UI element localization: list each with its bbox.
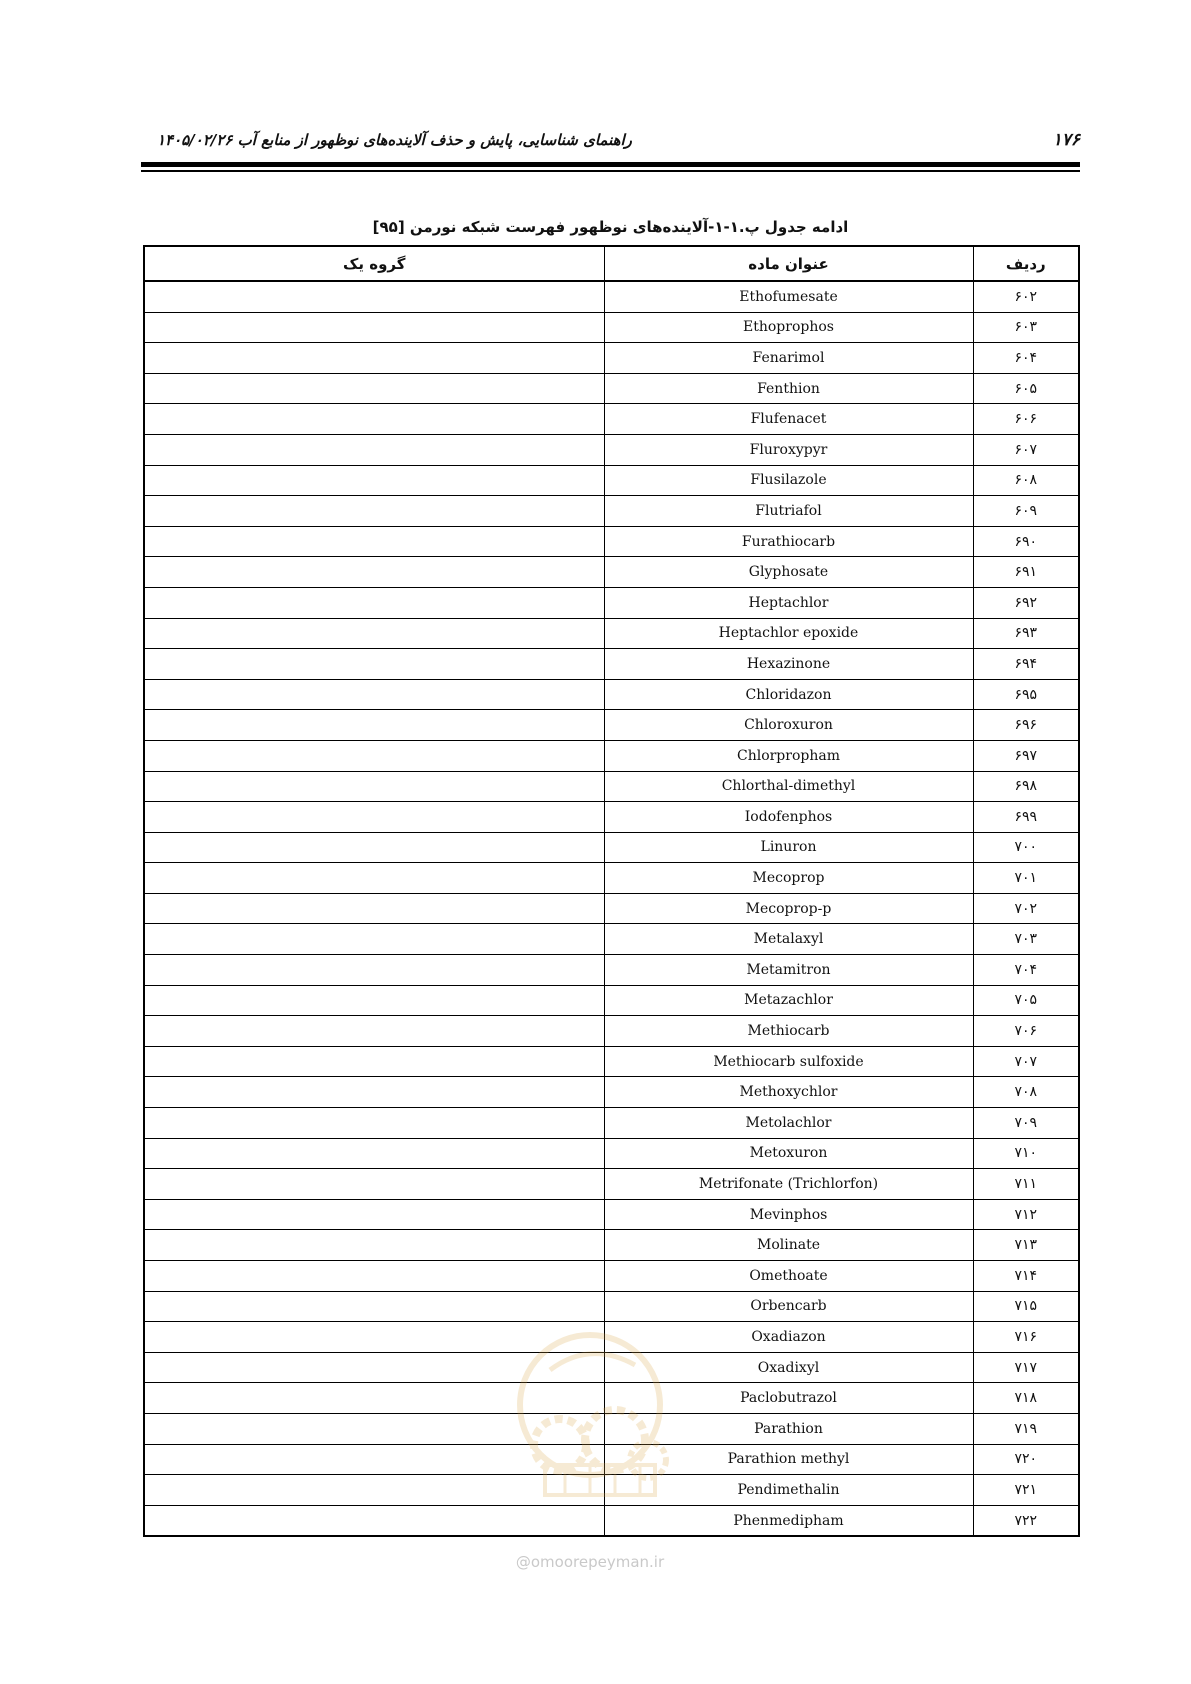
substance-name-cell: Metrifonate (Trichlorfon) — [604, 1169, 973, 1200]
header-rule-thin — [141, 170, 1080, 172]
table-row — [144, 343, 1079, 374]
table-row — [144, 1016, 1079, 1047]
row-number-cell: ۷۱۹ — [973, 1413, 1079, 1444]
substance-name-cell: Chloroxuron — [604, 710, 973, 741]
substance-name-cell: Flusilazole — [604, 465, 973, 496]
group-one-cell — [144, 312, 604, 343]
substance-name-cell: Mecoprop — [604, 863, 973, 894]
table-row — [144, 955, 1079, 986]
group-one-cell — [144, 1199, 604, 1230]
row-number-cell: ۷۲۰ — [973, 1444, 1079, 1475]
group-one-cell — [144, 832, 604, 863]
table-row — [144, 1077, 1079, 1108]
group-one-cell — [144, 1108, 604, 1139]
substance-name-cell: Metoxuron — [604, 1138, 973, 1169]
row-number-cell: ۶۹۳ — [973, 618, 1079, 649]
group-one-cell — [144, 281, 604, 312]
row-number-cell: ۷۱۷ — [973, 1352, 1079, 1383]
substance-name-cell: Mecoprop-p — [604, 893, 973, 924]
row-number-cell: ۷۱۲ — [973, 1199, 1079, 1230]
substance-name-cell: Furathiocarb — [604, 526, 973, 557]
row-number-cell: ۶۰۲ — [973, 281, 1079, 312]
row-number-cell: ۶۰۹ — [973, 496, 1079, 527]
group-one-cell — [144, 1505, 604, 1536]
group-one-cell — [144, 557, 604, 588]
substance-name-cell: Heptachlor — [604, 587, 973, 618]
group-one-cell — [144, 1016, 604, 1047]
row-number-cell: ۷۱۱ — [973, 1169, 1079, 1200]
group-one-cell — [144, 1291, 604, 1322]
row-number-cell: ۷۰۰ — [973, 832, 1079, 863]
table-header-row — [144, 246, 1079, 281]
row-number-cell: ۷۰۷ — [973, 1046, 1079, 1077]
table-row — [144, 985, 1079, 1016]
row-number-cell: ۶۹۱ — [973, 557, 1079, 588]
row-number-cell: ۷۰۳ — [973, 924, 1079, 955]
table-row — [144, 679, 1079, 710]
row-number-cell: ۶۰۷ — [973, 434, 1079, 465]
row-number-cell: ۶۰۶ — [973, 404, 1079, 435]
substance-name-cell: Methiocarb sulfoxide — [604, 1046, 973, 1077]
table-row — [144, 771, 1079, 802]
substance-name-cell: Glyphosate — [604, 557, 973, 588]
table-row — [144, 526, 1079, 557]
group-one-cell — [144, 1169, 604, 1200]
substance-name-cell: Hexazinone — [604, 649, 973, 680]
group-one-cell — [144, 587, 604, 618]
running-title-date: ۱۴۰۵/۰۲/۲۶ — [157, 131, 233, 149]
table-row — [144, 373, 1079, 404]
row-number-cell: ۶۰۳ — [973, 312, 1079, 343]
substance-name-cell: Iodofenphos — [604, 802, 973, 833]
table-row — [144, 465, 1079, 496]
substance-name-cell: Fenarimol — [604, 343, 973, 374]
group-one-cell — [144, 710, 604, 741]
table-row — [144, 618, 1079, 649]
table-row — [144, 1291, 1079, 1322]
substance-name-cell: Phenmedipham — [604, 1505, 973, 1536]
publisher-seal-watermark — [490, 1325, 690, 1505]
table-row — [144, 893, 1079, 924]
substance-name-cell: Heptachlor epoxide — [604, 618, 973, 649]
row-number-cell: ۷۱۰ — [973, 1138, 1079, 1169]
substance-name-cell: Chloridazon — [604, 679, 973, 710]
substance-name-cell: Methoxychlor — [604, 1077, 973, 1108]
group-one-cell — [144, 1230, 604, 1261]
table-row — [144, 434, 1079, 465]
row-number-cell: ۷۲۱ — [973, 1475, 1079, 1506]
substance-name-cell: Molinate — [604, 1230, 973, 1261]
row-number-cell: ۷۰۸ — [973, 1077, 1079, 1108]
group-one-cell — [144, 1138, 604, 1169]
substance-name-cell: Mevinphos — [604, 1199, 973, 1230]
row-number-cell: ۷۰۹ — [973, 1108, 1079, 1139]
row-number-cell: ۶۹۵ — [973, 679, 1079, 710]
table-row — [144, 557, 1079, 588]
row-number-cell: ۷۱۵ — [973, 1291, 1079, 1322]
group-one-cell — [144, 373, 604, 404]
row-number-cell: ۶۹۰ — [973, 526, 1079, 557]
substance-name-cell: Parathion — [604, 1413, 973, 1444]
substance-name-cell: Metazachlor — [604, 985, 973, 1016]
row-number-cell: ۷۰۲ — [973, 893, 1079, 924]
group-one-cell — [144, 465, 604, 496]
table-row — [144, 1199, 1079, 1230]
substance-name-cell: Chlorpropham — [604, 740, 973, 771]
table-row — [144, 802, 1079, 833]
page-number: ۱۷۶ — [1052, 130, 1080, 150]
substance-name-cell: Linuron — [604, 832, 973, 863]
table-row — [144, 1108, 1079, 1139]
row-number-cell: ۶۹۸ — [973, 771, 1079, 802]
group-one-cell — [144, 985, 604, 1016]
header-rule-thick — [141, 162, 1080, 167]
table-row — [144, 312, 1079, 343]
row-number-cell: ۷۰۱ — [973, 863, 1079, 894]
row-number-cell: ۶۰۸ — [973, 465, 1079, 496]
column-header-substance-name: عنوان ماده — [604, 246, 973, 281]
group-one-cell — [144, 649, 604, 680]
group-one-cell — [144, 404, 604, 435]
row-number-cell: ۷۱۶ — [973, 1322, 1079, 1353]
column-header-row-number: ردیف — [973, 246, 1079, 281]
group-one-cell — [144, 924, 604, 955]
substance-name-cell: Omethoate — [604, 1261, 973, 1292]
table-row — [144, 710, 1079, 741]
substance-name-cell: Metolachlor — [604, 1108, 973, 1139]
table-row — [144, 863, 1079, 894]
group-one-cell — [144, 740, 604, 771]
group-one-cell — [144, 863, 604, 894]
row-number-cell: ۷۱۳ — [973, 1230, 1079, 1261]
table-row — [144, 1138, 1079, 1169]
row-number-cell: ۷۰۵ — [973, 985, 1079, 1016]
substance-name-cell: Chlorthal-dimethyl — [604, 771, 973, 802]
table-row — [144, 1505, 1079, 1536]
group-one-cell — [144, 1077, 604, 1108]
group-one-cell — [144, 679, 604, 710]
substance-name-cell: Pendimethalin — [604, 1475, 973, 1506]
group-one-cell — [144, 802, 604, 833]
table-row — [144, 832, 1079, 863]
row-number-cell: ۶۹۲ — [973, 587, 1079, 618]
table-row — [144, 281, 1079, 312]
table-row — [144, 496, 1079, 527]
row-number-cell: ۷۰۶ — [973, 1016, 1079, 1047]
group-one-cell — [144, 771, 604, 802]
table-row — [144, 924, 1079, 955]
row-number-cell: ۶۰۴ — [973, 343, 1079, 374]
table-row — [144, 1046, 1079, 1077]
running-title-text: راهنمای شناسایی، پایش و حذف آلاینده‌های نوظهور از منابع آب — [237, 131, 632, 149]
table-row — [144, 649, 1079, 680]
substance-name-cell: Metamitron — [604, 955, 973, 986]
group-one-cell — [144, 343, 604, 374]
table-row — [144, 404, 1079, 435]
running-title — [141, 131, 632, 149]
row-number-cell: ۷۱۴ — [973, 1261, 1079, 1292]
group-one-cell — [144, 496, 604, 527]
group-one-cell — [144, 1046, 604, 1077]
row-number-cell: ۷۰۴ — [973, 955, 1079, 986]
substance-name-cell: Oxadiazon — [604, 1322, 973, 1353]
substance-name-cell: Paclobutrazol — [604, 1383, 973, 1414]
table-caption: ادامه جدول پ.۱-۱-آلاینده‌های نوظهور فهرست شبکه نورمن [۹۵] — [372, 218, 849, 236]
group-one-cell — [144, 526, 604, 557]
substance-name-cell: Fluroxypyr — [604, 434, 973, 465]
table-row — [144, 1230, 1079, 1261]
group-one-cell — [144, 893, 604, 924]
group-one-cell — [144, 618, 604, 649]
substance-name-cell: Orbencarb — [604, 1291, 973, 1322]
row-number-cell: ۷۲۲ — [973, 1505, 1079, 1536]
row-number-cell: ۶۹۶ — [973, 710, 1079, 741]
column-header-group-one: گروه یک — [144, 246, 604, 281]
watermark-url: @omoorepeyman.ir — [515, 1553, 665, 1571]
substance-name-cell: Ethofumesate — [604, 281, 973, 312]
substance-name-cell: Flufenacet — [604, 404, 973, 435]
row-number-cell: ۷۱۸ — [973, 1383, 1079, 1414]
page-header — [141, 128, 1080, 154]
substance-name-cell: Parathion methyl — [604, 1444, 973, 1475]
group-one-cell — [144, 1261, 604, 1292]
row-number-cell: ۶۹۴ — [973, 649, 1079, 680]
substance-name-cell: Ethoprophos — [604, 312, 973, 343]
group-one-cell — [144, 955, 604, 986]
substance-name-cell: Oxadixyl — [604, 1352, 973, 1383]
substance-name-cell: Methiocarb — [604, 1016, 973, 1047]
substance-name-cell: Fenthion — [604, 373, 973, 404]
row-number-cell: ۶۹۷ — [973, 740, 1079, 771]
table-row — [144, 740, 1079, 771]
row-number-cell: ۶۹۹ — [973, 802, 1079, 833]
group-one-cell — [144, 434, 604, 465]
substance-name-cell: Metalaxyl — [604, 924, 973, 955]
table-row — [144, 1169, 1079, 1200]
row-number-cell: ۶۰۵ — [973, 373, 1079, 404]
table-row — [144, 587, 1079, 618]
substance-name-cell: Flutriafol — [604, 496, 973, 527]
table-row — [144, 1261, 1079, 1292]
